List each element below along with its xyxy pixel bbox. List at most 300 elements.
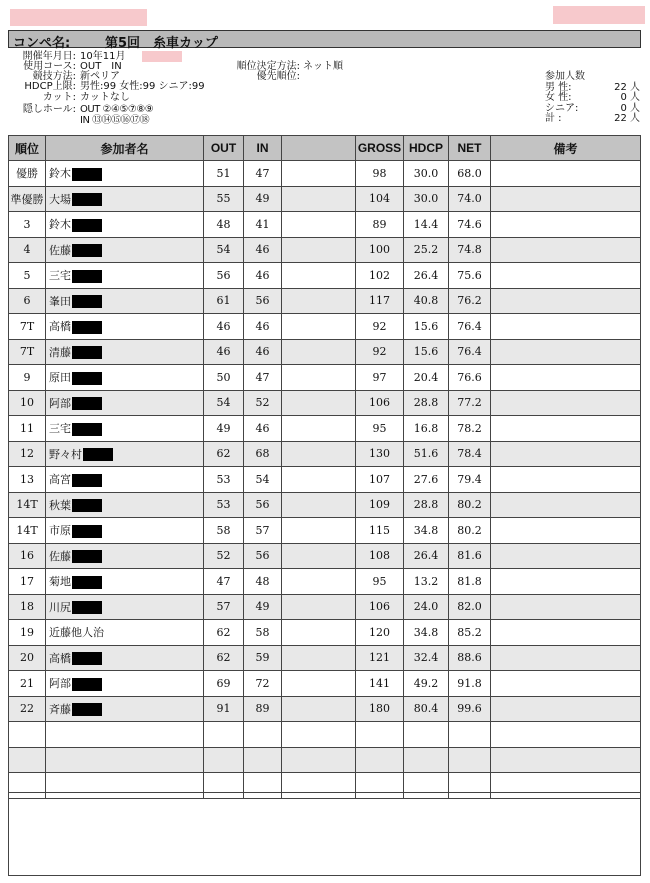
cell-in: 68 (244, 441, 282, 467)
participant-name: 野々村 (49, 447, 82, 461)
cell-gross: 141 (356, 671, 404, 697)
cell-blank (282, 161, 356, 187)
empty-row (9, 722, 641, 748)
cell-net: 81.6 (449, 543, 491, 569)
cell-name (46, 339, 204, 365)
cell-hdcp: 15.6 (404, 314, 449, 340)
cell-gross: 92 (356, 314, 404, 340)
cell-in: 46 (244, 237, 282, 263)
cell-hdcp: 20.4 (404, 365, 449, 391)
cell-name (46, 518, 204, 544)
name-redaction (72, 321, 102, 334)
cell-rank: 4 (9, 237, 46, 263)
empty-cell (491, 722, 641, 748)
table-row (9, 441, 641, 467)
cell-rank: 14T (9, 518, 46, 544)
count-value: 0 人 (620, 102, 640, 114)
info-value: IN ⑬⑭⑮⑯⑰⑱ (80, 115, 150, 126)
cell-out: 53 (204, 467, 244, 493)
table-row (9, 543, 641, 569)
count-value: 22 人 (614, 81, 640, 93)
empty-cell (404, 747, 449, 773)
redaction-top-right (553, 6, 645, 24)
empty-cell (356, 747, 404, 773)
cell-rank: 12 (9, 441, 46, 467)
cell-in: 52 (244, 390, 282, 416)
cell-hdcp: 34.8 (404, 620, 449, 646)
col-out: OUT (204, 136, 244, 161)
cell-blank (282, 314, 356, 340)
participant-name: 阿部 (49, 396, 71, 410)
name-redaction (72, 168, 102, 181)
empty-cell (9, 722, 46, 748)
info-label: カット: (42, 92, 76, 103)
cell-rank: 21 (9, 671, 46, 697)
cell-hdcp: 30.0 (404, 186, 449, 212)
cell-name (46, 237, 204, 263)
empty-cell (449, 722, 491, 748)
cell-in: 46 (244, 339, 282, 365)
cell-net: 77.2 (449, 390, 491, 416)
info-label: 競技方法: (32, 71, 76, 82)
cell-out: 62 (204, 441, 244, 467)
cell-hdcp: 26.4 (404, 263, 449, 289)
cell-out: 51 (204, 161, 244, 187)
cell-name (46, 671, 204, 697)
participant-name: 高宮 (49, 473, 71, 487)
cell-in: 49 (244, 594, 282, 620)
participant-name: 阿部 (49, 677, 71, 691)
cell-in: 59 (244, 645, 282, 671)
cell-remarks (491, 492, 641, 518)
name-redaction (72, 525, 102, 538)
cell-name (46, 543, 204, 569)
table-row (9, 467, 641, 493)
cell-out: 48 (204, 212, 244, 238)
cell-name (46, 620, 204, 646)
cell-blank (282, 441, 356, 467)
cell-remarks (491, 467, 641, 493)
cell-gross: 115 (356, 518, 404, 544)
ranking-label: 優先順位: (256, 71, 300, 82)
cell-hdcp: 28.8 (404, 390, 449, 416)
cell-hdcp: 27.6 (404, 467, 449, 493)
name-redaction (72, 703, 102, 716)
cell-in: 41 (244, 212, 282, 238)
cell-out: 49 (204, 416, 244, 442)
cell-blank (282, 212, 356, 238)
cell-net: 88.6 (449, 645, 491, 671)
name-redaction (72, 550, 102, 563)
count-value: 22 人 (614, 113, 640, 125)
name-redaction (72, 219, 102, 232)
cell-net: 80.2 (449, 492, 491, 518)
col-blank (282, 136, 356, 161)
cell-net: 75.6 (449, 263, 491, 289)
cell-hdcp: 13.2 (404, 569, 449, 595)
participant-name: 市原 (49, 524, 71, 538)
name-redaction (72, 678, 102, 691)
cell-remarks (491, 161, 641, 187)
cell-in: 56 (244, 288, 282, 314)
participant-name: 佐藤 (49, 243, 71, 257)
cell-blank (282, 569, 356, 595)
cell-name (46, 390, 204, 416)
participant-name: 佐藤 (49, 549, 71, 563)
cell-hdcp: 15.6 (404, 339, 449, 365)
cell-name (46, 594, 204, 620)
cell-hdcp: 25.2 (404, 237, 449, 263)
cell-gross: 97 (356, 365, 404, 391)
info-label: 使用コース: (23, 61, 76, 72)
info-label: 開催年月日: (22, 51, 76, 62)
empty-cell (282, 722, 356, 748)
participant-name: 菊地 (49, 575, 71, 589)
empty-cell (244, 747, 282, 773)
empty-cell (46, 747, 204, 773)
table-row (9, 365, 641, 391)
table-row (9, 339, 641, 365)
name-redaction (72, 244, 102, 257)
cell-net: 78.2 (449, 416, 491, 442)
cell-rank: 優勝 (9, 161, 46, 187)
col-rank: 順位 (9, 136, 46, 161)
cell-out: 91 (204, 696, 244, 722)
cell-net: 74.0 (449, 186, 491, 212)
name-redaction (72, 576, 102, 589)
name-redaction (72, 295, 102, 308)
competition-title: 第5回 糸車カップ (105, 36, 218, 51)
cell-out: 47 (204, 569, 244, 595)
count-label: 計 : (545, 113, 562, 125)
cell-blank (282, 467, 356, 493)
cell-hdcp: 26.4 (404, 543, 449, 569)
participant-name: 大場 (49, 192, 71, 206)
cell-remarks (491, 441, 641, 467)
cell-out: 61 (204, 288, 244, 314)
cell-rank: 7T (9, 339, 46, 365)
cell-net: 76.4 (449, 339, 491, 365)
col-remarks: 備考 (491, 136, 641, 161)
cell-hdcp: 80.4 (404, 696, 449, 722)
cell-gross: 108 (356, 543, 404, 569)
cell-name (46, 645, 204, 671)
table-row (9, 416, 641, 442)
cell-in: 57 (244, 518, 282, 544)
cell-remarks (491, 390, 641, 416)
cell-hdcp: 14.4 (404, 212, 449, 238)
cell-out: 62 (204, 645, 244, 671)
info-line (8, 93, 130, 104)
cell-in: 46 (244, 314, 282, 340)
cell-out: 50 (204, 365, 244, 391)
table-row (9, 161, 641, 187)
info-line (8, 116, 149, 127)
cell-in: 46 (244, 416, 282, 442)
cell-hdcp: 34.8 (404, 518, 449, 544)
empty-cell (204, 747, 244, 773)
cell-gross: 121 (356, 645, 404, 671)
cell-out: 54 (204, 237, 244, 263)
col-net: NET (449, 136, 491, 161)
cell-rank: 22 (9, 696, 46, 722)
count-label: 男 性: (545, 81, 572, 93)
info-line (8, 82, 205, 93)
name-redaction (72, 270, 102, 283)
cell-blank (282, 339, 356, 365)
cell-in: 56 (244, 492, 282, 518)
cell-rank: 20 (9, 645, 46, 671)
cell-blank (282, 620, 356, 646)
empty-cell (9, 747, 46, 773)
cell-name (46, 416, 204, 442)
empty-cell (204, 722, 244, 748)
cell-rank: 9 (9, 365, 46, 391)
cell-remarks (491, 569, 641, 595)
table-row (9, 492, 641, 518)
empty-cell (404, 722, 449, 748)
cell-hdcp: 28.8 (404, 492, 449, 518)
cell-hdcp: 16.8 (404, 416, 449, 442)
name-redaction (83, 448, 113, 461)
cell-remarks (491, 314, 641, 340)
cell-out: 46 (204, 314, 244, 340)
cell-remarks (491, 518, 641, 544)
table-row (9, 186, 641, 212)
empty-cell (449, 747, 491, 773)
cell-net: 91.8 (449, 671, 491, 697)
participant-name: 近藤他人治 (49, 626, 104, 640)
table-row (9, 518, 641, 544)
cell-name (46, 569, 204, 595)
table-row (9, 314, 641, 340)
name-redaction (72, 397, 102, 410)
results-table (8, 135, 641, 799)
cell-gross: 117 (356, 288, 404, 314)
cell-in: 46 (244, 263, 282, 289)
cell-in: 89 (244, 696, 282, 722)
ranking-value: ネット順 (303, 61, 343, 72)
empty-row (9, 747, 641, 773)
cell-gross: 92 (356, 339, 404, 365)
table-row (9, 237, 641, 263)
cell-net: 74.8 (449, 237, 491, 263)
col-in: IN (244, 136, 282, 161)
cell-blank (282, 645, 356, 671)
count-label: シニア: (545, 102, 579, 114)
cell-hdcp: 51.6 (404, 441, 449, 467)
cell-blank (282, 671, 356, 697)
cell-in: 72 (244, 671, 282, 697)
cell-in: 47 (244, 161, 282, 187)
empty-cell (491, 747, 641, 773)
cell-gross: 106 (356, 594, 404, 620)
table-row (9, 645, 641, 671)
info-label: 隠しホール: (22, 104, 76, 115)
cell-hdcp: 32.4 (404, 645, 449, 671)
cell-net: 76.4 (449, 314, 491, 340)
cell-blank (282, 492, 356, 518)
redaction-top-left (10, 9, 147, 26)
col-gross: GROSS (356, 136, 404, 161)
cell-rank: 17 (9, 569, 46, 595)
participant-name: 清藤 (49, 345, 71, 359)
cell-gross: 106 (356, 390, 404, 416)
cell-net: 79.4 (449, 467, 491, 493)
cell-gross: 100 (356, 237, 404, 263)
cell-remarks (491, 671, 641, 697)
cell-net: 78.4 (449, 441, 491, 467)
empty-cell (244, 722, 282, 748)
cell-blank (282, 696, 356, 722)
info-value: OUT ②④⑤⑦⑧⑨ (80, 104, 154, 115)
cell-rank: 3 (9, 212, 46, 238)
counts-title: 参加人数 (545, 71, 585, 82)
cell-rank: 11 (9, 416, 46, 442)
cell-rank: 19 (9, 620, 46, 646)
cell-hdcp: 24.0 (404, 594, 449, 620)
cell-name (46, 696, 204, 722)
cell-in: 54 (244, 467, 282, 493)
cell-blank (282, 288, 356, 314)
cell-remarks (491, 365, 641, 391)
participant-name: 鈴木 (49, 218, 71, 232)
cell-rank: 16 (9, 543, 46, 569)
cell-gross: 95 (356, 569, 404, 595)
cell-remarks (491, 416, 641, 442)
empty-cell (356, 722, 404, 748)
table-header-row (9, 136, 641, 161)
name-redaction (72, 423, 102, 436)
cell-blank (282, 365, 356, 391)
cell-name (46, 365, 204, 391)
cell-name (46, 186, 204, 212)
cell-remarks (491, 186, 641, 212)
cell-out: 62 (204, 620, 244, 646)
cell-name (46, 492, 204, 518)
cell-name (46, 263, 204, 289)
empty-cell (46, 722, 204, 748)
competition-title-bar (8, 30, 641, 51)
col-name: 参加者名 (46, 136, 204, 161)
table-row (9, 569, 641, 595)
cell-remarks (491, 288, 641, 314)
cell-net: 80.2 (449, 518, 491, 544)
cell-net: 99.6 (449, 696, 491, 722)
table-row (9, 263, 641, 289)
cell-net: 76.6 (449, 365, 491, 391)
participant-counts (545, 72, 640, 125)
table-row (9, 671, 641, 697)
cell-name (46, 314, 204, 340)
count-value: 0 人 (620, 92, 640, 104)
cell-in: 47 (244, 365, 282, 391)
cell-name (46, 288, 204, 314)
cell-out: 52 (204, 543, 244, 569)
cell-in: 56 (244, 543, 282, 569)
name-redaction (72, 346, 102, 359)
table-row (9, 212, 641, 238)
name-redaction (72, 372, 102, 385)
info-label: HDCP上限: (24, 81, 76, 92)
cell-net: 76.2 (449, 288, 491, 314)
cell-blank (282, 263, 356, 289)
table-row (9, 696, 641, 722)
count-label: 女 性: (545, 92, 572, 104)
participant-name: 川尻 (49, 600, 71, 614)
cell-rank: 18 (9, 594, 46, 620)
cell-gross: 130 (356, 441, 404, 467)
cell-remarks (491, 543, 641, 569)
cell-out: 55 (204, 186, 244, 212)
info-value: 10年11月 (80, 51, 126, 62)
participant-name: 高橋 (49, 320, 71, 334)
cell-remarks (491, 339, 641, 365)
info-value: OUT IN (80, 61, 122, 72)
cell-hdcp: 30.0 (404, 161, 449, 187)
cell-rank: 13 (9, 467, 46, 493)
cell-rank: 7T (9, 314, 46, 340)
info-line (8, 105, 153, 116)
cell-rank: 14T (9, 492, 46, 518)
cell-blank (282, 237, 356, 263)
cell-gross: 95 (356, 416, 404, 442)
participant-name: 高橋 (49, 651, 71, 665)
competition-label: コンペ名: (13, 36, 71, 51)
cell-net: 82.0 (449, 594, 491, 620)
cell-hdcp: 40.8 (404, 288, 449, 314)
cell-hdcp: 49.2 (404, 671, 449, 697)
name-redaction (72, 601, 102, 614)
cell-blank (282, 543, 356, 569)
empty-cell (282, 747, 356, 773)
participant-name: 斉藤 (49, 702, 71, 716)
cell-gross: 102 (356, 263, 404, 289)
name-redaction (72, 193, 102, 206)
cell-remarks (491, 645, 641, 671)
cell-net: 81.8 (449, 569, 491, 595)
participant-name: 峯田 (49, 294, 71, 308)
name-redaction (72, 474, 102, 487)
notes-box (8, 792, 641, 876)
participant-name: 三宅 (49, 422, 71, 436)
info-value: カットなし (80, 92, 130, 103)
cell-gross: 107 (356, 467, 404, 493)
info-value: 男性:99 女性:99 シニア:99 (80, 81, 205, 92)
count-row (545, 114, 640, 125)
cell-rank: 準優勝 (9, 186, 46, 212)
cell-remarks (491, 594, 641, 620)
name-redaction (72, 499, 102, 512)
info-value: 新ペリア (80, 71, 120, 82)
cell-rank: 6 (9, 288, 46, 314)
col-hdcp: HDCP (404, 136, 449, 161)
redaction-date (142, 51, 182, 62)
cell-name (46, 212, 204, 238)
ranking-line (222, 72, 303, 83)
cell-gross: 180 (356, 696, 404, 722)
name-redaction (72, 652, 102, 665)
cell-out: 46 (204, 339, 244, 365)
cell-net: 74.6 (449, 212, 491, 238)
cell-in: 48 (244, 569, 282, 595)
cell-net: 68.0 (449, 161, 491, 187)
table-row (9, 390, 641, 416)
table-row (9, 288, 641, 314)
cell-gross: 98 (356, 161, 404, 187)
cell-gross: 120 (356, 620, 404, 646)
cell-gross: 109 (356, 492, 404, 518)
